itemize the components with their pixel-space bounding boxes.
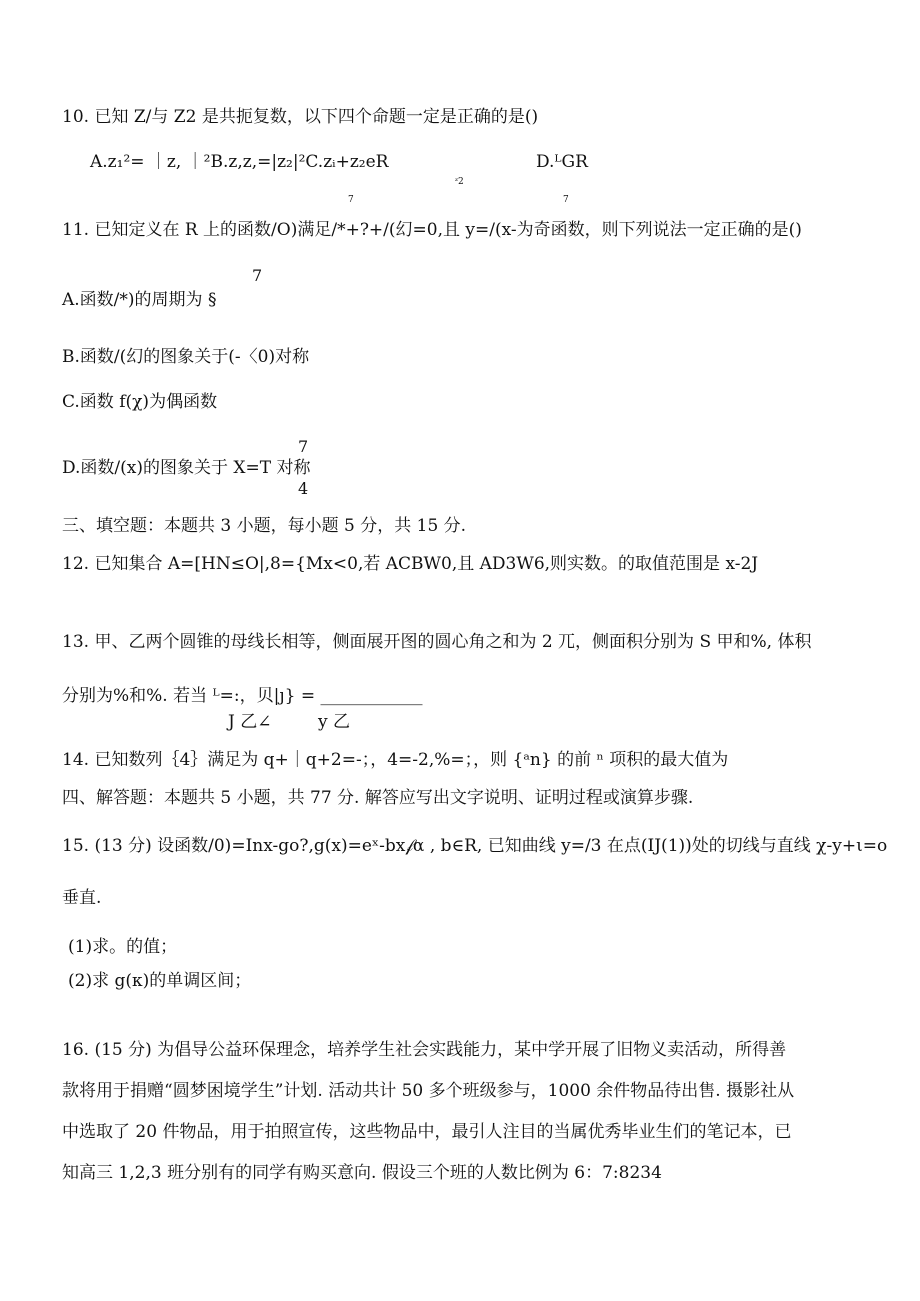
q13-line-1: 13. 甲、乙两个圆锥的母线长相等，侧面展开图的圆心角之和为 2 兀，侧面积分别为 S 甲和%, 体积 (62, 632, 812, 652)
q10-option-d: D.ᴸGR (536, 152, 588, 172)
q13-sub-left: J 乙∠ (228, 712, 272, 732)
q10-sub-2: ᶻ2 (455, 177, 464, 187)
q15-line-1: 15. (13 分) 设函数/0)=Inx-go?,g(x)=eˣ-bx𝒻α , b∈R, 已知曲线 y=/3 在点(IJ(1))处的切线与直线 χ-y+ι=o (62, 836, 888, 856)
q15-line-2: 垂直. (62, 888, 102, 908)
q16-line-3: 中选取了 20 件物品，用于拍照宣传，这些物品中，最引人注目的当属优秀毕业生们的笔记本，已 (62, 1122, 792, 1142)
q11-option-d: D.函数/(x)的图象关于 X=T 对称 (62, 458, 311, 478)
q15-part-1: (1)求。的值； (68, 937, 178, 957)
q16-line-2: 款将用于捐赠“圆梦困境学生”计划. 活动共计 50 多个班级参与，1000 余件物品待出售. 摄影社从 (62, 1081, 795, 1101)
q11-d-fraction-numerator: 7 (298, 437, 309, 456)
q11-option-c: C.函数 f(χ)为偶函数 (62, 392, 218, 412)
q16-line-4: 知高三 1,2,3 班分别有的同学有购买意向. 假设三个班的人数比例为 6：7:8234 (62, 1163, 662, 1183)
q11-d-fraction-denominator: 4 (298, 479, 309, 498)
q11-option-a: A.函数/*)的周期为 § (62, 290, 217, 310)
q13-line-2: 分别为%和%. 若当 ᴸ=:，贝|ȷ} = ____________ (62, 686, 423, 706)
section-3-heading: 三、填空题：本题共 3 小题，每小题 5 分，共 15 分. (62, 516, 467, 536)
q16-line-1: 16. (15 分) 为倡导公益环保理念，培养学生社会实践能力，某中学开展了旧物义卖活动，所得善 (62, 1040, 787, 1060)
q11-stem: 11. 已知定义在 R 上的函数/O)满足/*+?+/(幻=0,且 y=/(x-为奇函数，则下列说法一定正确的是() (62, 220, 802, 240)
q14-text: 14. 已知数列｛4｝满足为 q+｜q+2=-；，4=-2,%=；，则 {ᵃn} 的前 ⁿ 项积的最大值为 (62, 750, 729, 770)
q15-part-2: (2)求 g(κ)的单调区间； (68, 971, 252, 991)
section-4-heading: 四、解答题：本题共 5 小题，共 77 分. 解答应写出文字说明、证明过程或演算步骤. (62, 788, 694, 808)
q12-text: 12. 已知集合 A=[HN≤O|,8={Mx<0,若 ACBW0,且 AD3W6,则实数。的取值范围是 x-2J (62, 554, 759, 574)
q10-sub-3: 7 (563, 195, 569, 205)
q10-options-abc: A.z₁²= ｜z, ｜²B.z,z,=|z₂|²C.zᵢ+z₂eR (90, 152, 389, 172)
q10-stem: 10. 已知 Z/与 Z2 是共扼复数，以下四个命题一定是正确的是() (62, 107, 539, 127)
q11-option-b: B.函数/(幻的图象关于(-〈0)对称 (62, 347, 310, 367)
q10-sub-1: 7 (348, 195, 354, 205)
q13-sub-right: y 乙 (318, 712, 351, 732)
q11-a-fraction-numerator: 7 (252, 266, 263, 285)
